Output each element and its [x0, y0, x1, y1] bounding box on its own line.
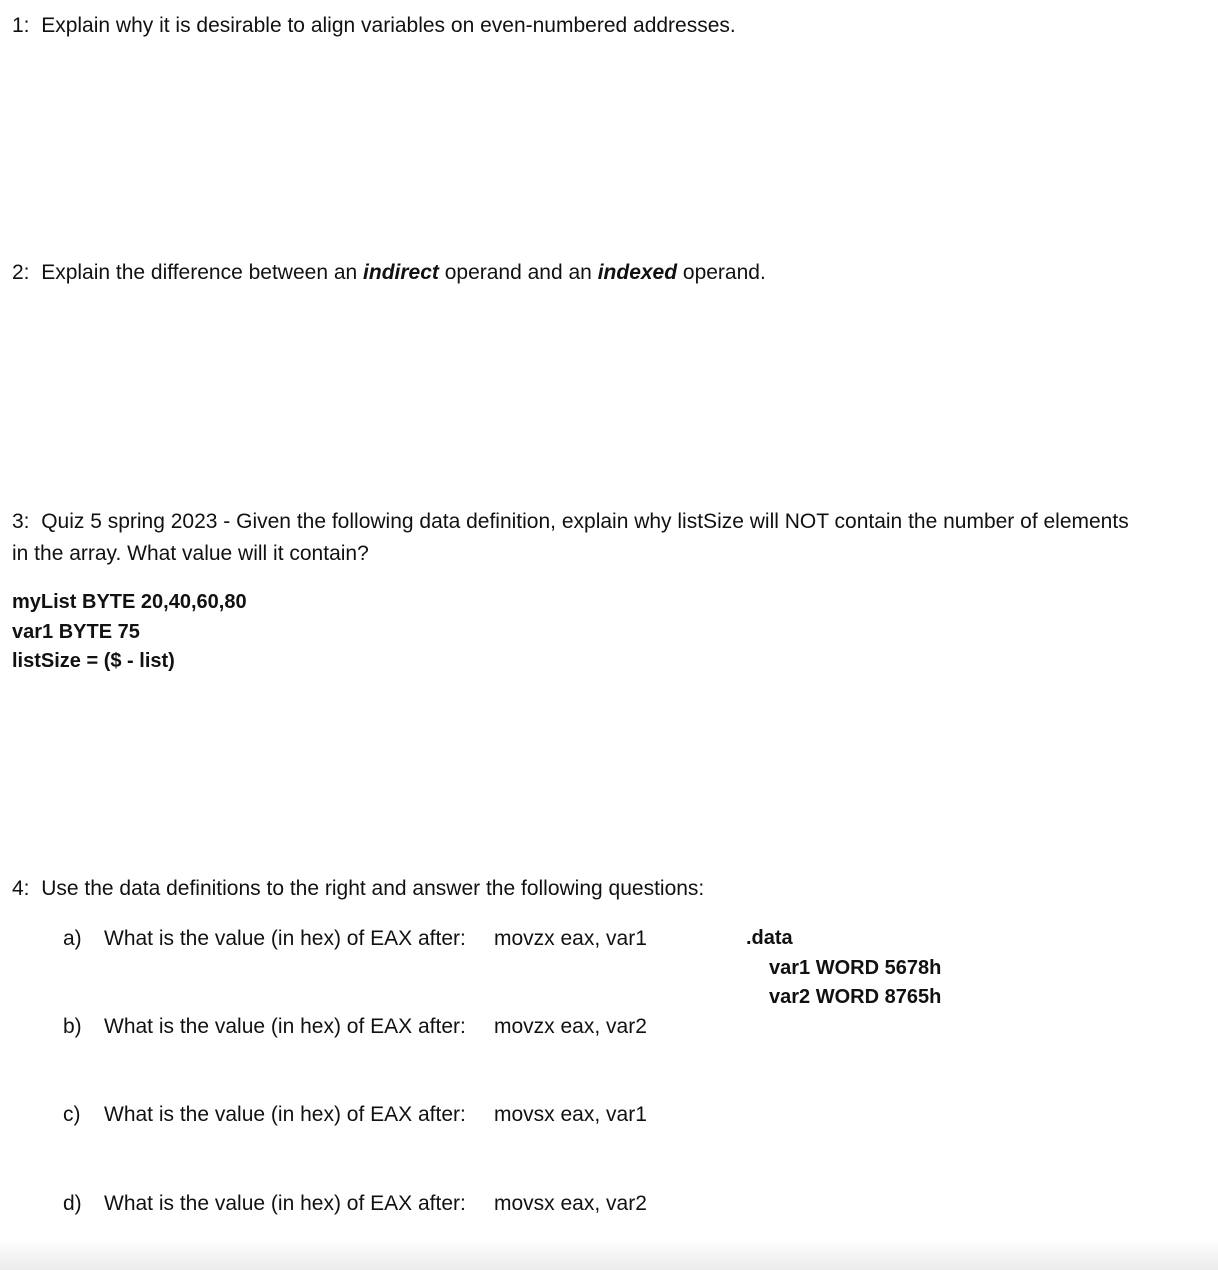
question-2-text-post: operand.: [677, 261, 766, 284]
question-4-text: Use the data definitions to the right and answer the following questions:: [41, 877, 705, 900]
question-2-text-pre: Explain the difference between an: [41, 261, 364, 284]
question-3-line-2: in the array. What value will it contain?: [12, 542, 369, 565]
question-4c-text: What is the value (in hex) of EAX after:: [104, 1103, 466, 1126]
question-4d-instruction: movsx eax, var2: [494, 1192, 647, 1215]
page-bottom-shadow: [0, 1238, 1218, 1270]
question-2-emphasis-indexed: indexed: [597, 261, 678, 284]
question-4-number: 4:: [12, 877, 30, 900]
question-4b-letter: b): [63, 1015, 82, 1038]
question-2-text-mid: operand and an: [438, 261, 598, 284]
code-line-listsize: listSize = ($ - list): [12, 650, 175, 672]
question-2-emphasis-indirect: indirect: [363, 261, 439, 284]
question-4d-letter: d): [63, 1192, 82, 1215]
question-1: [12, 14, 736, 38]
question-4d: [63, 1192, 683, 1220]
question-1-number: 1:: [12, 14, 30, 37]
code-line-var1: var1 BYTE 75: [12, 621, 140, 643]
question-4a: [63, 927, 683, 955]
question-4b: [63, 1015, 683, 1043]
question-2-number: 2:: [12, 261, 30, 284]
question-3-number: 3:: [12, 510, 30, 533]
question-2: [12, 261, 766, 285]
question-4: [12, 877, 704, 901]
question-4a-text: What is the value (in hex) of EAX after:: [104, 927, 466, 950]
question-4b-instruction: movzx eax, var2: [494, 1015, 647, 1038]
data-section-header: .data: [746, 927, 793, 949]
code-line-mylist: myList BYTE 20,40,60,80: [12, 591, 247, 613]
question-1-text: Explain why it is desirable to align variables on even-numbered addresses.: [41, 14, 736, 37]
question-4c: [63, 1103, 683, 1131]
data-var1-definition: var1 WORD 5678h: [769, 957, 942, 979]
data-var2-definition: var2 WORD 8765h: [769, 986, 942, 1008]
question-4c-instruction: movsx eax, var1: [494, 1103, 647, 1126]
question-4a-letter: a): [63, 927, 82, 950]
question-3-line-1: Quiz 5 spring 2023 - Given the following data definition, explain why listSize will NOT contain the number of elements: [41, 510, 1129, 533]
question-4b-text: What is the value (in hex) of EAX after:: [104, 1015, 466, 1038]
question-4a-instruction: movzx eax, var1: [494, 927, 647, 950]
question-4c-letter: c): [63, 1103, 81, 1126]
question-3: [12, 506, 1207, 570]
question-4d-text: What is the value (in hex) of EAX after:: [104, 1192, 466, 1215]
